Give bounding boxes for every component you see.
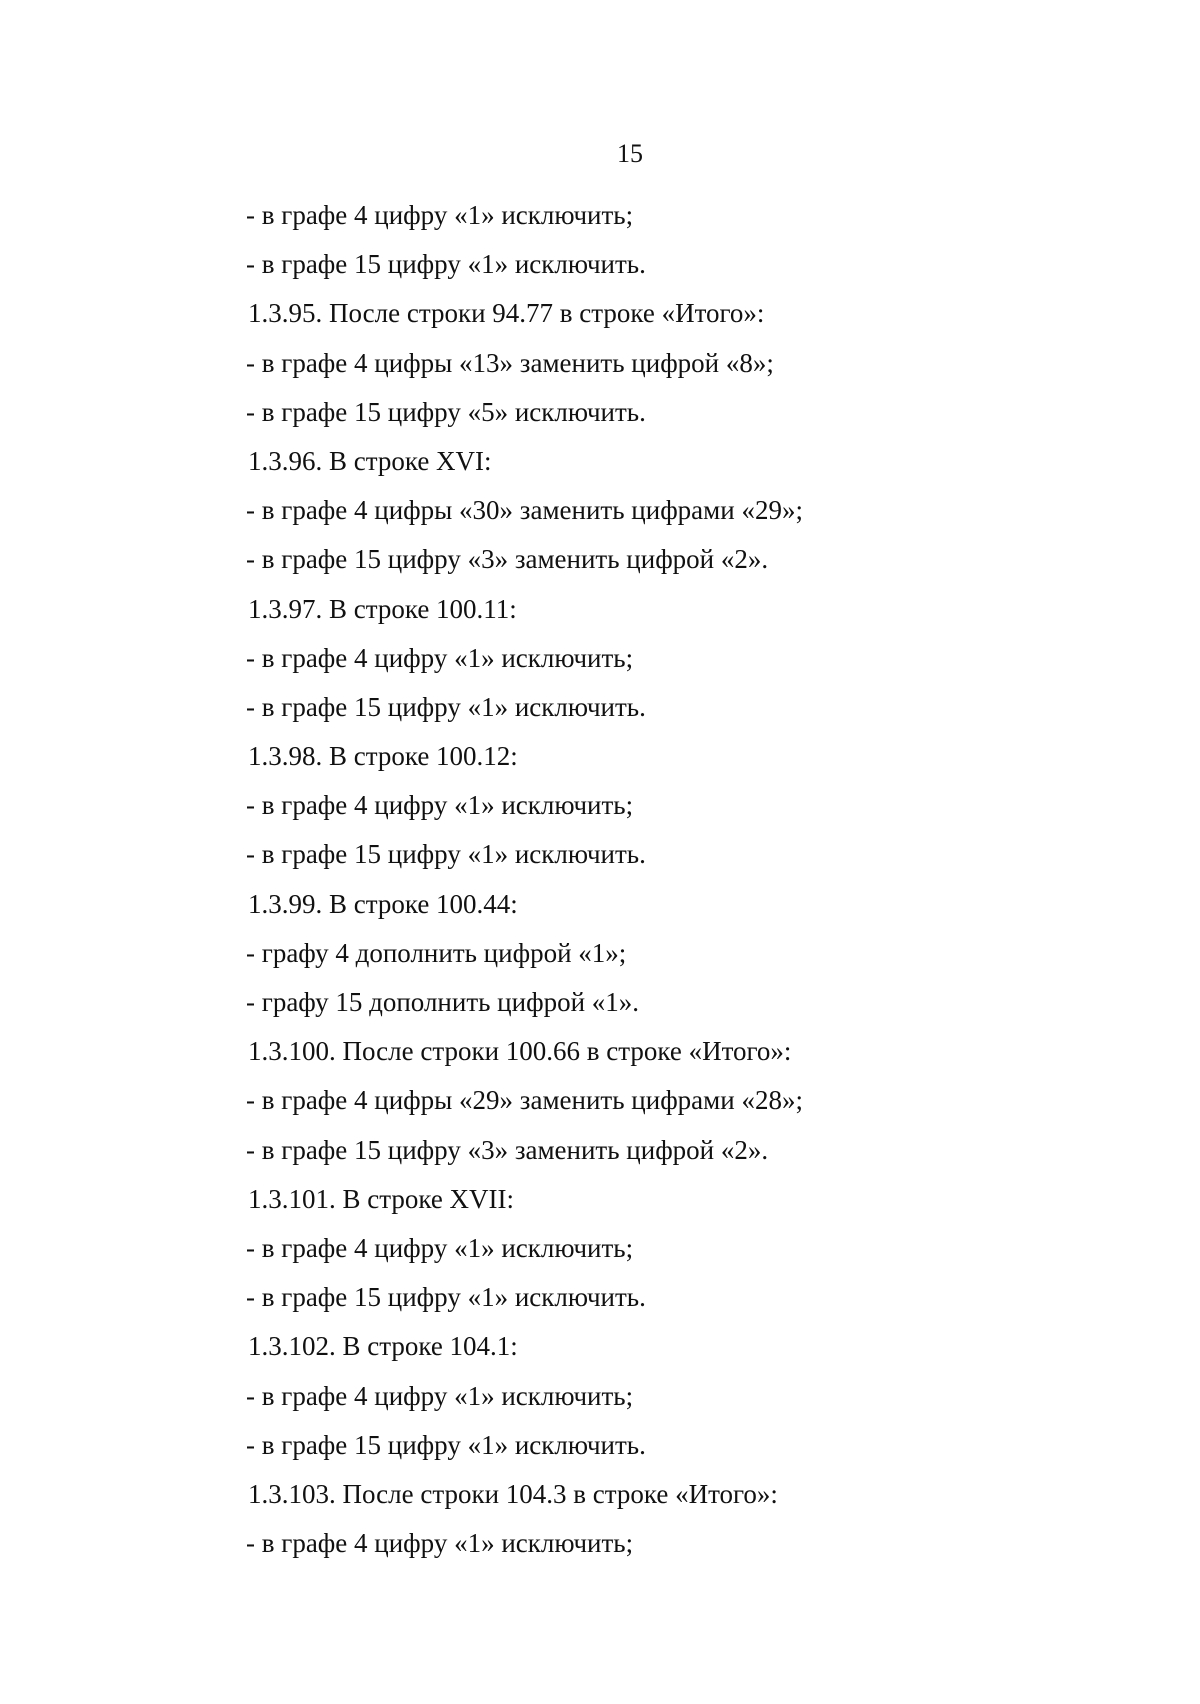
list-item: - в графе 15 цифру «3» заменить цифрой «2». xyxy=(246,544,769,575)
list-item: - в графе 15 цифру «3» заменить цифрой «2». xyxy=(246,1134,769,1165)
list-item: - в графе 4 цифры «13» заменить цифрой «8»; xyxy=(246,347,774,378)
section-heading: 1.3.101. В строке XVII: xyxy=(248,1183,515,1214)
list-item: - в графе 15 цифру «1» исключить. xyxy=(246,249,646,280)
list-item: - в графе 15 цифру «1» исключить. xyxy=(246,1429,646,1460)
list-item: - в графе 4 цифру «1» исключить; xyxy=(246,790,634,821)
list-item: - в графе 4 цифры «29» заменить цифрами «28»; xyxy=(246,1085,803,1116)
list-item: - в графе 15 цифру «1» исключить. xyxy=(246,691,646,722)
list-item: - в графе 4 цифры «30» заменить цифрами «29»; xyxy=(246,495,803,526)
list-item: - в графе 15 цифру «1» исключить. xyxy=(246,839,646,870)
list-item: - графу 4 дополнить цифрой «1»; xyxy=(246,937,627,968)
section-heading: 1.3.97. В строке 100.11: xyxy=(248,593,517,624)
section-heading: 1.3.95. После строки 94.77 в строке «Итого»: xyxy=(248,298,765,329)
document-body xyxy=(0,196,1000,1573)
section-heading: 1.3.103. После строки 104.3 в строке «Итого»: xyxy=(248,1478,778,1509)
list-item: - в графе 4 цифру «1» исключить; xyxy=(246,1528,634,1559)
page-number: 15 xyxy=(617,139,643,168)
section-heading: 1.3.100. После строки 100.66 в строке «Итого»: xyxy=(248,1036,792,1067)
list-item: - в графе 4 цифру «1» исключить; xyxy=(246,642,634,673)
list-item: - в графе 4 цифру «1» исключить; xyxy=(246,200,634,230)
list-item: - в графе 15 цифру «1» исключить. xyxy=(246,1282,646,1313)
section-heading: 1.3.98. В строке 100.12: xyxy=(248,741,518,772)
list-item: - графу 15 дополнить цифрой «1». xyxy=(246,987,640,1017)
list-item: - в графе 4 цифру «1» исключить; xyxy=(246,1232,634,1263)
section-heading: 1.3.102. В строке 104.1: xyxy=(248,1331,518,1362)
list-item: - в графе 4 цифру «1» исключить; xyxy=(246,1380,634,1411)
list-item: - в графе 15 цифру «5» исключить. xyxy=(246,396,646,427)
section-heading: 1.3.96. В строке XVI: xyxy=(248,445,492,476)
section-heading: 1.3.99. В строке 100.44: xyxy=(248,888,518,919)
